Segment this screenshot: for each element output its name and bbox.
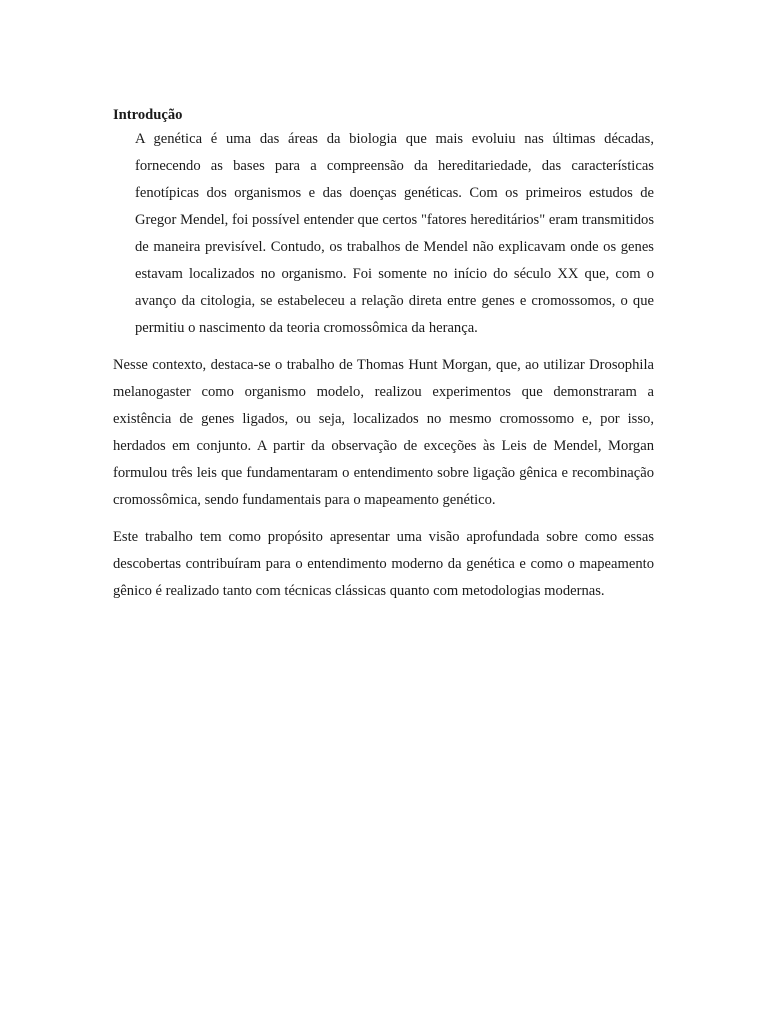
- paragraph-3: Este trabalho tem como propósito apresentar uma visão aprofundada sobre como essas descobertas contribuíram para o entendimento moderno da genética e como o mapeamento gênico é realizado tanto com técnicas clássicas quanto com metodologias modernas.: [113, 529, 654, 599]
- document-body: [113, 104, 654, 605]
- paragraph-2: Nesse contexto, destaca-se o trabalho de Thomas Hunt Morgan, que, ao utilizar Drosophila melanogaster como organismo modelo, realizou experimentos que demonstraram a existência de genes ligados, ou seja, localizados no mesmo cromossomo e, por isso, herdados em conjunto. A partir da observação de exceções às Leis de Mendel, Morgan formulou três leis que fundamentaram o entendimento sobre ligação gênica e recombinação cromossômica, sendo fundamentais para o mapeamento genético.: [113, 357, 654, 508]
- paragraph-1: A genética é uma das áreas da biologia que mais evoluiu nas últimas décadas, fornecendo as bases para a compreensão da hereditariedade, das características fenotípicas dos organismos e das doenças genéticas. Com os primeiros estudos de Gregor Mendel, foi possível entender que certos "fatores hereditários" eram transmitidos de maneira previsível. Contudo, os trabalhos de Mendel não explicavam onde os genes estavam localizados no organismo. Foi somente no início do século XX que, com o avanço da citologia, se estabeleceu a relação direta entre genes e cromossomos, o que permitiu o nascimento da teoria cromossômica da herança.: [135, 131, 654, 336]
- section-heading: Introdução: [113, 107, 183, 123]
